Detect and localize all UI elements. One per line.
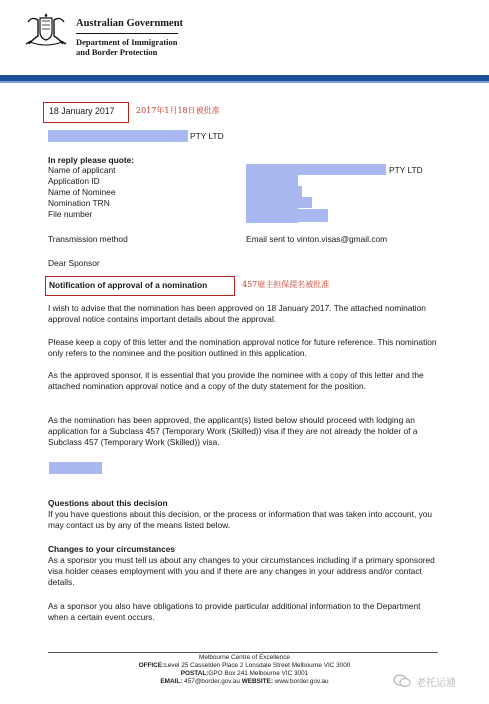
watermark-text: 老托运通 xyxy=(416,677,456,689)
footer-postal-value: GPO Box 241 Melbourne VIC 3001 xyxy=(208,670,309,677)
changes-text: As a sponsor you must tell us about any changes to your circumstances including if a primary sponsored visa holder ceases employment with you and if there are any changes in your address and/or contact details. xyxy=(48,555,435,587)
field-label-file-number: File number xyxy=(48,209,93,219)
changes-heading: Changes to your circumstances xyxy=(48,544,176,554)
questions-heading: Questions about this decision xyxy=(48,498,168,508)
paragraph-1: I wish to advise that the nomination has been approved on 18 January 2017. The attached nomination approval notice contains important details about the approval. xyxy=(48,303,426,324)
wechat-icon xyxy=(393,674,411,688)
gov-line-3: and Border Protection xyxy=(76,47,158,57)
footer-website-label: WEBSITE: xyxy=(241,678,273,685)
footer-line-1: Melbourne Centre of Excellence xyxy=(199,654,290,661)
footer-email-label: EMAIL: xyxy=(160,678,183,685)
field-label-trn: Nomination TRN xyxy=(48,198,110,208)
redacted-applicant xyxy=(246,164,386,175)
letter-date: 18 January 2017 xyxy=(49,106,115,116)
redacted-field-values-4 xyxy=(246,209,328,222)
footer-office xyxy=(0,662,489,669)
field-value-applicant: PTY LTD xyxy=(389,165,423,175)
salutation: Dear Sponsor xyxy=(48,258,100,268)
questions-text: If you have questions about this decision, or the process or information that was taken into account, you may contact us by any of the means listed below. xyxy=(48,509,433,530)
footer-office-value: Level 25 Casselden Place 2 Lonsdale Street Melbourne VIC 3000 xyxy=(164,662,351,669)
redacted-field-values-3 xyxy=(246,197,312,208)
transmission-value: Email sent to vinton.visas@gmail.com xyxy=(246,234,388,244)
header-band-shadow xyxy=(0,81,489,83)
subject-note: 457雇主担保提名被批准 xyxy=(242,280,330,289)
transmission-label: Transmission method xyxy=(48,234,128,244)
subject-line: Notification of approval of a nomination xyxy=(49,280,208,290)
coat-of-arms-icon xyxy=(22,12,70,48)
obligations-text: As a sponsor you also have obligations to provide particular additional information to the Department when a certain event occurs. xyxy=(48,601,421,622)
gov-line-2: Department of Immigration xyxy=(76,37,178,47)
field-label-application-id: Application ID xyxy=(48,176,100,186)
paragraph-2: Please keep a copy of this letter and the nomination approval notice for future reference. This nomination only refers to the nominee and the position outlined in this application. xyxy=(48,337,437,358)
paragraph-3: As the approved sponsor, it is essential that you provide the nominee with a copy of this letter and the attached nomination approval notice and a copy of the duty statement for the position. xyxy=(48,370,424,391)
footer-email-value: 457@border.gov.au xyxy=(184,678,240,685)
redacted-field-values-2 xyxy=(246,186,302,197)
gov-divider xyxy=(76,33,178,34)
footer-postal-label: POSTAL: xyxy=(180,670,209,677)
footer-website-value: www.border.gov.au xyxy=(274,678,329,685)
footer-divider xyxy=(48,652,438,653)
date-note: 2017年1月18日被批准 xyxy=(136,106,220,115)
field-label-applicant: Name of applicant xyxy=(48,165,116,175)
company-suffix: PTY LTD xyxy=(190,131,224,141)
quote-heading: In reply please quote: xyxy=(48,155,135,165)
gov-line-1: Australian Government xyxy=(76,18,184,29)
paragraph-4: As the nomination has been approved, the applicant(s) listed below should proceed with lodging an application for a Subclass 457 (Temporary Work (Skilled)) visa if they are not already the holder of a Subclass 457 (Temporary Work (Skilled)) visa. xyxy=(48,415,418,447)
footer-office-label: OFFICE: xyxy=(138,662,165,669)
field-label-nominee: Name of Nominee xyxy=(48,187,116,197)
redacted-company-name xyxy=(48,130,188,142)
wechat-watermark xyxy=(393,672,456,690)
redacted-applicant-list xyxy=(49,462,102,474)
